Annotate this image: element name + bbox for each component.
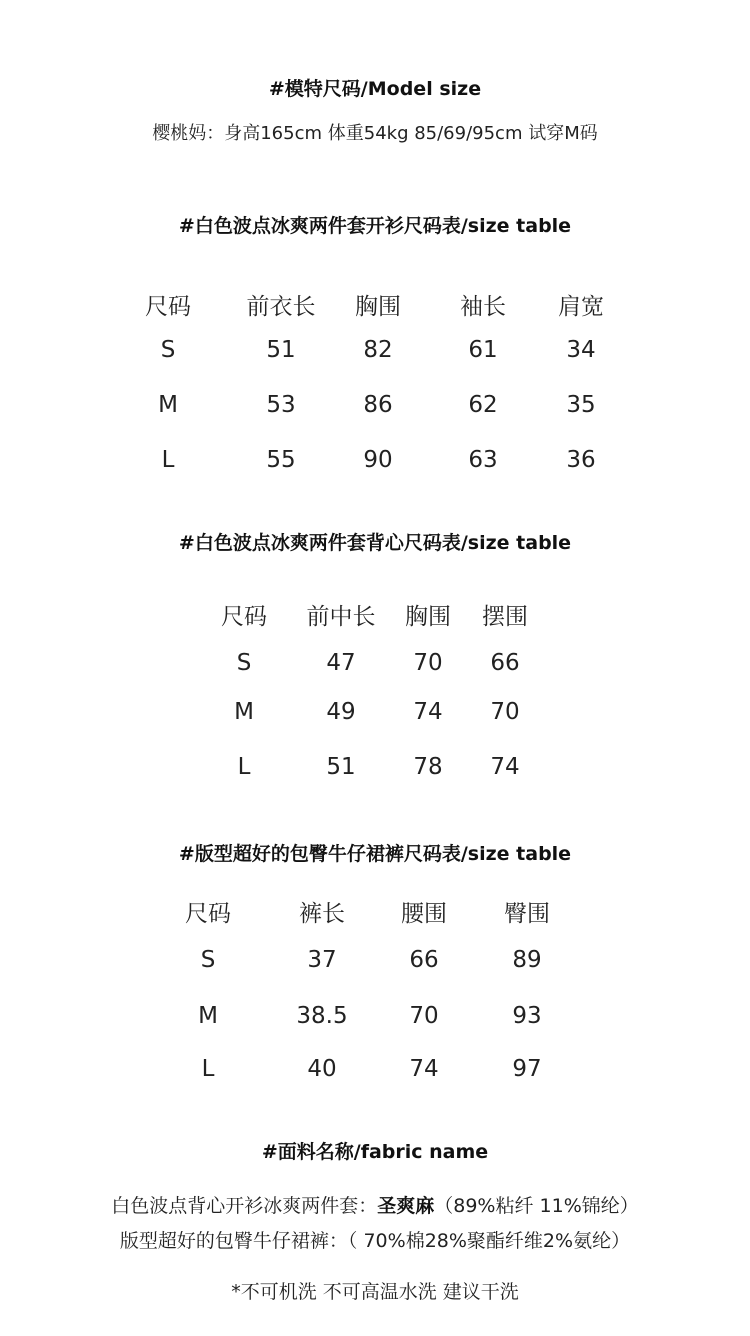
- table-cell: 74: [409, 1056, 439, 1082]
- table-header: 尺码: [145, 294, 191, 320]
- table-cell: 93: [512, 1003, 542, 1029]
- table-cell: 55: [266, 447, 296, 473]
- table-cell: 51: [266, 337, 296, 363]
- table-cell: 70: [413, 650, 443, 676]
- table-cell: 97: [512, 1056, 542, 1082]
- fabric-line-prefix: 白色波点背心开衫冰爽两件套：: [111, 1195, 378, 1217]
- table-cell: 51: [326, 754, 356, 780]
- table-cell: 37: [307, 947, 337, 973]
- table-cell: 40: [307, 1056, 337, 1082]
- table-cell: 66: [490, 650, 520, 676]
- cardigan-table-title: #白色波点冰爽两件套开衫尺码表/size table: [178, 215, 572, 237]
- table-cell: M: [234, 699, 254, 725]
- table-cell: S: [200, 947, 216, 973]
- table-cell: 38.5: [296, 1003, 348, 1029]
- table-cell: 78: [413, 754, 443, 780]
- table-cell: 82: [363, 337, 393, 363]
- table-header: 尺码: [221, 604, 267, 630]
- table-cell: S: [236, 650, 252, 676]
- table-cell: 90: [363, 447, 393, 473]
- table-cell: L: [237, 754, 251, 780]
- table-header: 腰围: [401, 901, 447, 927]
- table-header: 肩宽: [558, 294, 604, 320]
- table-header: 胸围: [355, 294, 401, 320]
- table-cell: S: [160, 337, 176, 363]
- table-cell: M: [198, 1003, 218, 1029]
- table-header: 前衣长: [246, 294, 316, 320]
- table-cell: 74: [490, 754, 520, 780]
- table-cell: 89: [512, 947, 542, 973]
- table-cell: L: [161, 447, 175, 473]
- table-cell: 86: [363, 392, 393, 418]
- fabric-line-cardigan-set: [0, 1191, 750, 1218]
- fabric-line-composition: （89%粘纤 11%锦纶）: [434, 1195, 639, 1217]
- table-cell: 61: [468, 337, 498, 363]
- table-cell: 70: [409, 1003, 439, 1029]
- table-cell: 34: [566, 337, 596, 363]
- table-cell: 49: [326, 699, 356, 725]
- fabric-material-name: 圣爽麻: [377, 1195, 435, 1217]
- table-cell: 53: [266, 392, 296, 418]
- vest-table-title: #白色波点冰爽两件套背心尺码表/size table: [178, 532, 572, 554]
- model-size-title: #模特尺码/Model size: [268, 78, 482, 100]
- table-cell: L: [201, 1056, 215, 1082]
- fabric-line-skirt: 版型超好的包臀牛仔裙裤：（ 70%棉28%聚酯纤维2%氨纶）: [119, 1230, 631, 1252]
- table-header: 尺码: [185, 901, 231, 927]
- table-cell: 47: [326, 650, 356, 676]
- table-header: 胸围: [405, 604, 451, 630]
- table-cell: 36: [566, 447, 596, 473]
- table-cell: 62: [468, 392, 498, 418]
- fabric-title: #面料名称/fabric name: [261, 1141, 489, 1163]
- table-cell: 74: [413, 699, 443, 725]
- table-header: 摆围: [482, 604, 528, 630]
- table-header: 前中长: [306, 604, 376, 630]
- care-note: *不可机洗 不可高温水洗 建议干洗: [231, 1281, 519, 1303]
- table-header: 袖长: [460, 294, 506, 320]
- model-size-info: 樱桃妈：身高165cm 体重54kg 85/69/95cm 试穿M码: [152, 123, 598, 144]
- table-header: 臀围: [504, 901, 550, 927]
- table-header: 裤长: [299, 901, 345, 927]
- table-cell: 35: [566, 392, 596, 418]
- skirt-table-title: #版型超好的包臀牛仔裙裤尺码表/size table: [178, 843, 572, 865]
- table-cell: 63: [468, 447, 498, 473]
- table-cell: 70: [490, 699, 520, 725]
- table-cell: M: [158, 392, 178, 418]
- table-cell: 66: [409, 947, 439, 973]
